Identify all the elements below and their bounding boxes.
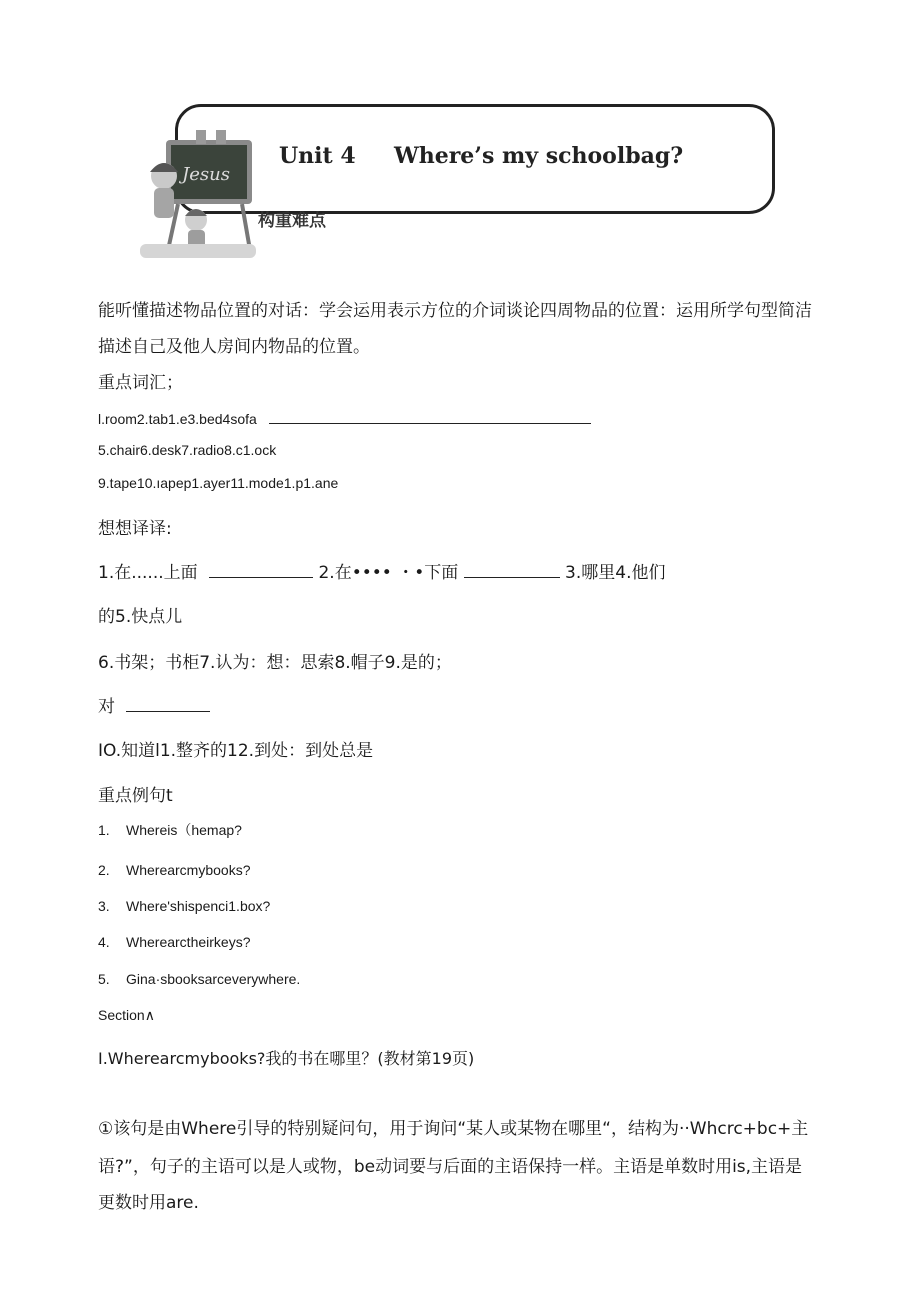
- translate-row-2: 的5.快点儿: [98, 607, 183, 627]
- sentence-number: 4.: [98, 934, 110, 950]
- sentence-number: 3.: [98, 898, 110, 914]
- sentence-text: Where'shispenci1.box?: [126, 898, 271, 914]
- page-title: Where’s my schoolbag?: [394, 143, 684, 169]
- sentence-item: [98, 898, 270, 914]
- sentence-number: 5.: [98, 971, 110, 987]
- vocab-row-2: 5.chair6.desk7.radio8.c1.ock: [98, 442, 277, 458]
- translate-item-yes: 对: [98, 697, 115, 717]
- section-note-line-1: ①该句是由Where引导的特别疑问句，用于询问“某人或某物在哪里“，结构为··Whcrc+bc+主: [98, 1119, 809, 1139]
- section-point: I.Wherearcmybooks?我的书在哪里？(教材第19页): [98, 1049, 475, 1068]
- section-note-line-3: 更数时用are.: [98, 1193, 199, 1213]
- sentence-item: [98, 820, 242, 840]
- section-note-line-2: 语?”，句子的主语可以是人或物，be动词要与后面的主语保持一样。主语是单数时用is,主语是: [98, 1157, 803, 1177]
- sentence-item: [98, 971, 300, 987]
- translate-blank-1[interactable]: [209, 563, 313, 578]
- sentences-heading: 重点例句t: [98, 786, 173, 806]
- section-label: 构重难点: [258, 211, 326, 231]
- translate-blank-3[interactable]: [126, 697, 210, 712]
- unit-number: Unit 4: [279, 143, 356, 169]
- sentence-item: [98, 862, 251, 878]
- translate-row-5: IO.知道l1.整齐的12.到处：到处总是: [98, 741, 374, 761]
- sentence-text: Gina·sbooksarceverywhere.: [126, 971, 301, 987]
- translate-item-2: 2.在•••• ・•下面: [318, 563, 459, 583]
- sentence-text: Wherearctheirkeys?: [126, 934, 251, 950]
- intro-line-1: 能听懂描述物品位置的对话：学会运用表示方位的介词谈论四周物品的位置：运用所学句型简洁: [98, 301, 812, 321]
- sentence-text: Wherearcmybooks?: [126, 862, 251, 878]
- vocab-blank[interactable]: [269, 409, 591, 424]
- translate-item-3: 3.哪里4.他们: [565, 563, 666, 583]
- chalkboard-cartoon-icon: [138, 128, 258, 260]
- intro-line-2: 描述自己及他人房间内物品的位置。: [98, 337, 370, 357]
- translate-heading: 想想译译:: [98, 519, 172, 539]
- chalkboard-text: Jesus: [182, 164, 230, 185]
- translate-item-1: 1.在......上面: [98, 563, 198, 583]
- translate-row-1: [98, 558, 666, 583]
- translate-row-4: [98, 692, 210, 717]
- vocab-row-3: 9.tape10.ıapep1.ayer11.mode1.p1.ane: [98, 475, 339, 491]
- sentence-text: Whereis（hemap?: [126, 822, 242, 838]
- vocab-row-1-text: l.room2.tab1.e3.bed4sofa: [98, 411, 257, 427]
- vocab-row-1: [98, 409, 591, 427]
- sentence-number: 1.: [98, 822, 110, 838]
- vocab-heading: 重点词汇；: [98, 373, 183, 393]
- sentence-item: [98, 934, 251, 950]
- sentence-number: 2.: [98, 862, 110, 878]
- translate-blank-2[interactable]: [464, 563, 560, 578]
- translate-row-3: 6.书架；书柜7.认为：想：思索8.帽子9.是的；: [98, 653, 452, 673]
- section-heading: Section∧: [98, 1007, 155, 1023]
